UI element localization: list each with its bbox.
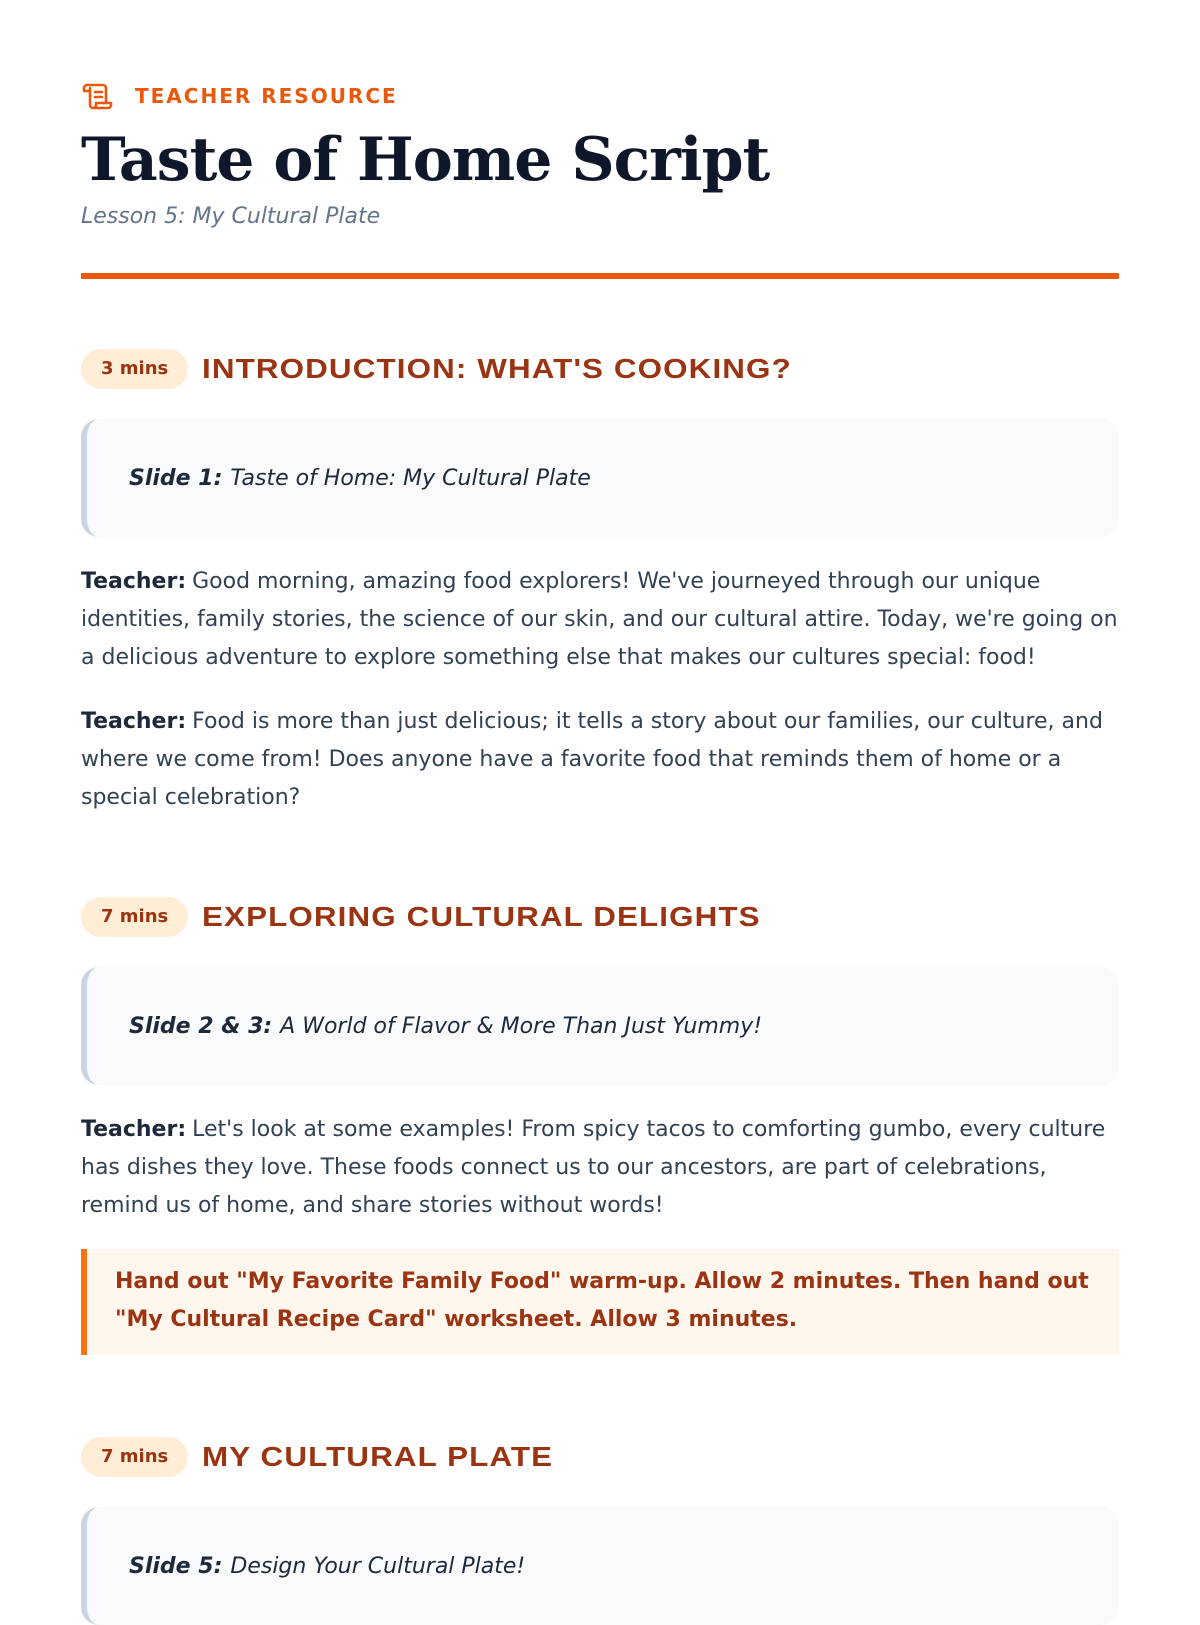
section-title: EXPLORING CULTURAL DELIGHTS xyxy=(202,901,761,932)
script-paragraph xyxy=(81,1111,1119,1225)
speaker-label: Teacher: xyxy=(81,709,187,734)
slide-text: A World of Flavor & More Than Just Yummy! xyxy=(280,1013,763,1039)
eyebrow xyxy=(81,76,1119,116)
section-header xyxy=(81,1435,1119,1479)
slide-label: Slide 5: xyxy=(129,1553,223,1579)
section-exploring xyxy=(81,895,1119,1355)
script-paragraph xyxy=(81,703,1119,817)
slide-callout xyxy=(81,967,1119,1085)
slide-label: Slide 2 & 3: xyxy=(129,1013,273,1039)
section-header xyxy=(81,895,1119,939)
instruction-note: Hand out "My Favorite Family Food" warm-up. Allow 2 minutes. Then hand out "My Cultural Recipe Card" worksheet. Allow 3 minutes. xyxy=(81,1249,1119,1355)
speaker-label: Teacher: xyxy=(81,1117,187,1142)
section-title: INTRODUCTION: WHAT'S COOKING? xyxy=(202,353,793,384)
section-title: MY CULTURAL PLATE xyxy=(202,1441,554,1472)
paragraph-text: Food is more than just delicious; it tells a story about our families, our culture, and where we come from! Does anyone have a favorite food that reminds them of home or a special celebration? xyxy=(81,709,1103,810)
section-cultural-plate xyxy=(81,1435,1119,1625)
paragraph-text: Let's look at some examples! From spicy tacos to comforting gumbo, every culture has dishes they love. These foods connect us to our ancestors, are part of celebrations, remind us of home, and share stories without words! xyxy=(81,1117,1106,1218)
time-badge: 7 mins xyxy=(81,897,188,937)
script-icon xyxy=(81,80,113,112)
section-header xyxy=(81,347,1119,391)
page-title: Taste of Home Script xyxy=(81,125,770,195)
paragraph-text: Good morning, amazing food explorers! We've journeyed through our unique identities, family stories, the science of our skin, and our cultural attire. Today, we're going on a delicious adventure to explore something else that makes our cultures special: food! xyxy=(81,569,1118,670)
slide-callout xyxy=(81,1507,1119,1625)
time-badge: 3 mins xyxy=(81,349,188,389)
lesson-subtitle: Lesson 5: My Cultural Plate xyxy=(81,204,381,229)
section-introduction xyxy=(81,347,1119,817)
slide-label: Slide 1: xyxy=(129,465,223,491)
speaker-label: Teacher: xyxy=(81,569,187,594)
script-paragraph xyxy=(81,563,1119,677)
slide-text: Design Your Cultural Plate! xyxy=(230,1553,526,1579)
title-divider xyxy=(81,273,1119,279)
eyebrow-label: TEACHER RESOURCE xyxy=(135,84,398,108)
time-badge: 7 mins xyxy=(81,1437,188,1477)
slide-callout xyxy=(81,419,1119,537)
slide-text: Taste of Home: My Cultural Plate xyxy=(230,465,591,491)
